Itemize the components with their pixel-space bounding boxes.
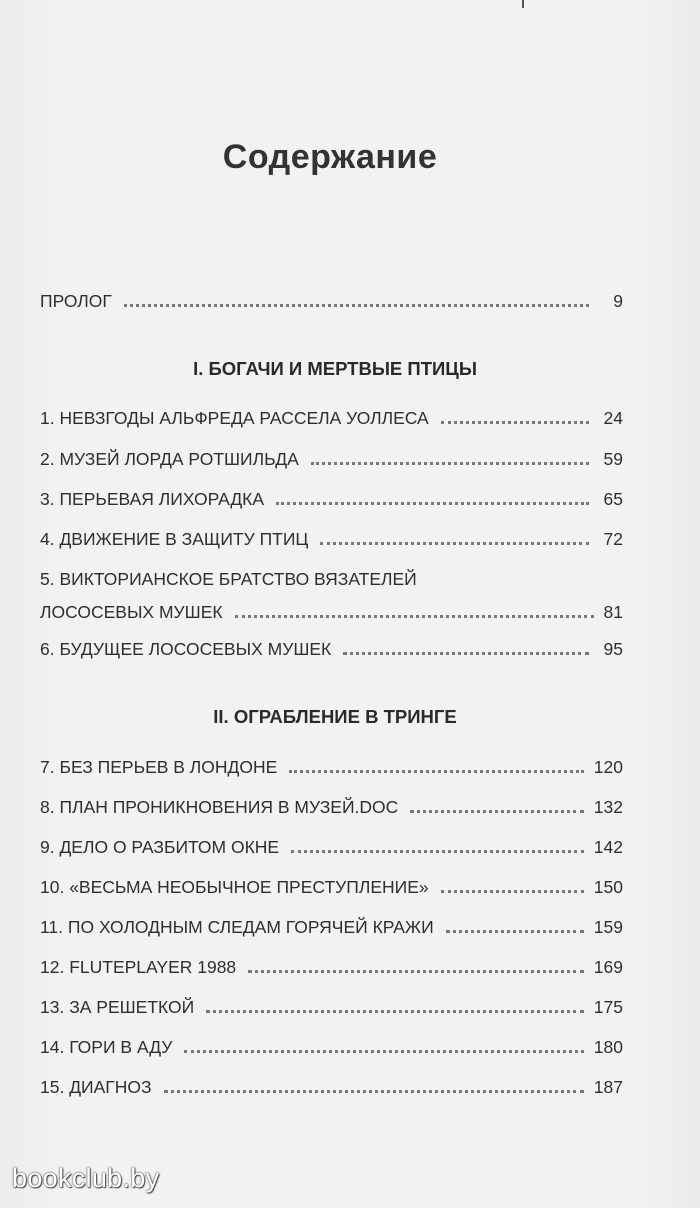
toc-entry-prologue[interactable] — [40, 290, 623, 312]
toc-entry-page: 95 — [603, 639, 623, 659]
toc-entry-label: 9. ДЕЛО О РАЗБИТОМ ОКНЕ — [40, 837, 280, 857]
toc-entry-label: 13. ЗА РЕШЕТКОЙ — [40, 997, 195, 1017]
page-edge-mark — [522, 0, 524, 8]
toc-entry-label: 8. ПЛАН ПРОНИКНОВЕНИЯ В МУЗЕЙ.DOC — [40, 797, 399, 817]
dot-leader — [311, 462, 589, 465]
dot-leader — [289, 770, 583, 773]
toc-entry-page: 59 — [603, 449, 623, 469]
dot-leader — [184, 1050, 583, 1053]
toc-entry[interactable] — [40, 876, 623, 898]
dot-leader — [206, 1010, 584, 1013]
toc-entry-label: 12. FLUTEPLAYER 1988 — [40, 957, 237, 977]
toc-entry-page: 187 — [593, 1077, 623, 1097]
toc-entry-label: 3. ПЕРЬЕВАЯ ЛИХОРАДКА — [40, 489, 265, 509]
toc-entry-multiline[interactable] — [40, 568, 623, 623]
toc-entry-label: 2. МУЗЕЙ ЛОРДА РОТШИЛЬДА — [40, 449, 299, 469]
toc-entry-label-line1: 5. ВИКТОРИАНСКОЕ БРАТСТВО ВЯЗАТЕЛЕЙ — [40, 569, 417, 589]
toc-entry-page: 150 — [593, 877, 623, 897]
toc-entry-page: 132 — [593, 797, 623, 817]
dot-leader — [320, 542, 589, 545]
section-heading-2: II. ОГРАБЛЕНИЕ В ТРИНГЕ — [213, 706, 457, 727]
toc-entry[interactable] — [40, 996, 623, 1018]
dot-leader — [343, 652, 589, 655]
toc-entry[interactable] — [40, 836, 623, 858]
toc-entry[interactable] — [40, 916, 623, 938]
dot-leader — [446, 930, 584, 933]
toc-entry[interactable] — [40, 756, 623, 778]
toc-entry-page: 65 — [603, 489, 623, 509]
watermark: bookclub.by — [12, 1163, 160, 1193]
toc-entry[interactable] — [40, 1036, 623, 1058]
toc-entry-page: 9 — [613, 291, 623, 311]
dot-leader — [291, 850, 584, 853]
section-heading-1: I. БОГАЧИ И МЕРТВЫЕ ПТИЦЫ — [193, 358, 477, 379]
toc-entry[interactable] — [40, 488, 623, 510]
dot-leader — [410, 810, 583, 813]
toc-entry-label: 10. «ВЕСЬМА НЕОБЫЧНОЕ ПРЕСТУПЛЕНИЕ» — [40, 877, 429, 897]
toc-entry[interactable] — [40, 956, 623, 978]
toc-entry-page: 81 — [603, 602, 623, 622]
toc-entry-label: 4. ДВИЖЕНИЕ В ЗАЩИТУ ПТИЦ — [40, 529, 309, 549]
toc-entry-label: 15. ДИАГНОЗ — [40, 1077, 152, 1097]
toc-entry[interactable] — [40, 638, 623, 660]
toc-entry-label: 14. ГОРИ В АДУ — [40, 1037, 173, 1057]
toc-entry-page: 175 — [593, 997, 623, 1017]
toc-entry[interactable] — [40, 407, 623, 429]
toc-entry-page: 120 — [593, 757, 623, 777]
page-title: Содержание — [222, 138, 438, 176]
toc-entry-page: 24 — [603, 408, 623, 428]
dot-leader — [124, 304, 589, 307]
toc-entry-label-line2: ЛОСОСЕВЫХ МУШЕК — [40, 602, 223, 622]
toc-entry-label: 6. БУДУЩЕЕ ЛОСОСЕВЫХ МУШЕК — [40, 639, 332, 659]
dot-leader — [441, 421, 589, 424]
toc-entry-page: 169 — [593, 957, 623, 977]
toc-entry[interactable] — [40, 796, 623, 818]
toc-entry[interactable] — [40, 528, 623, 550]
toc-entry-label: 1. НЕВЗГОДЫ АЛЬФРЕДА РАССЕЛА УОЛЛЕСА — [40, 408, 429, 428]
toc-entry-page: 72 — [603, 529, 623, 549]
toc-entry-label: 7. БЕЗ ПЕРЬЕВ В ЛОНДОНЕ — [40, 757, 278, 777]
dot-leader — [441, 890, 584, 893]
toc-entry-page: 142 — [593, 837, 623, 857]
toc-entry[interactable] — [40, 448, 623, 470]
toc-entry[interactable] — [40, 1076, 623, 1098]
toc-entry-label: 11. ПО ХОЛОДНЫМ СЛЕДАМ ГОРЯЧЕЙ КРАЖИ — [40, 917, 434, 937]
toc-entry-page: 159 — [593, 917, 623, 937]
dot-leader — [164, 1090, 584, 1093]
dot-leader — [235, 615, 594, 618]
dot-leader — [248, 970, 584, 973]
dot-leader — [276, 502, 589, 505]
toc-entry-label: ПРОЛОГ — [40, 291, 112, 311]
toc-entry-page: 180 — [593, 1037, 623, 1057]
